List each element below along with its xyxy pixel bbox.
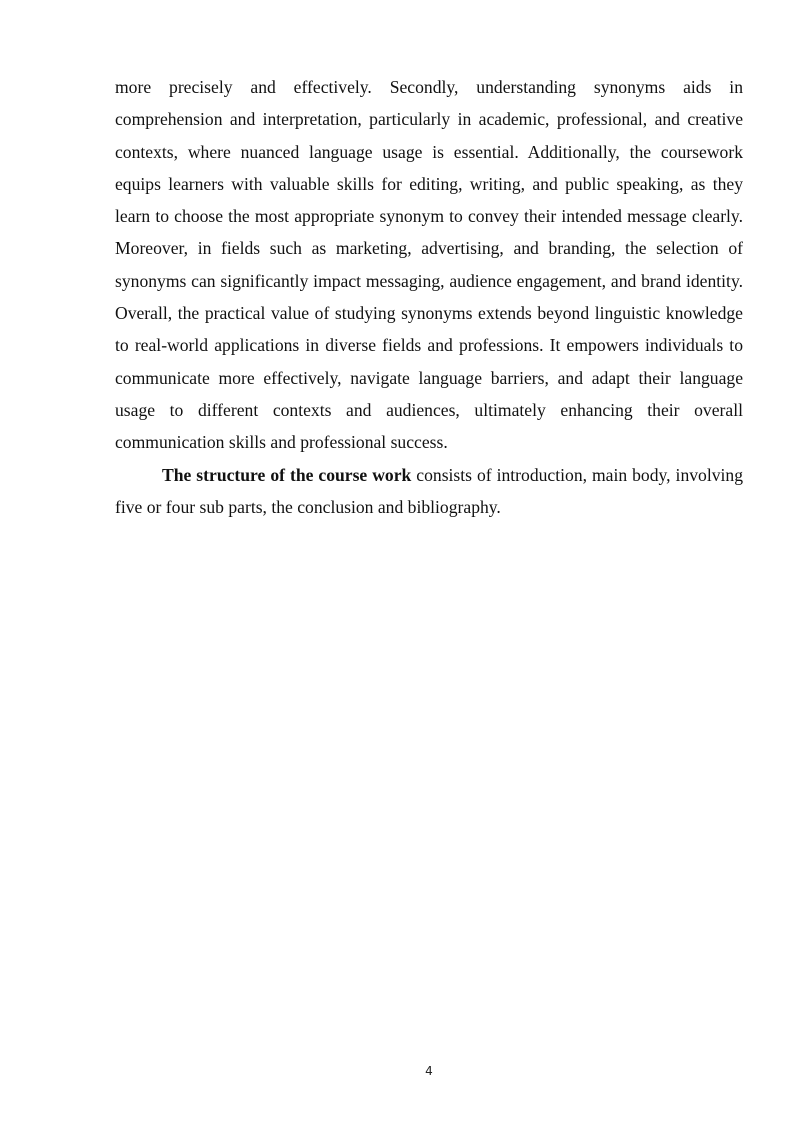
structure-heading-inline: The structure of the course work [162, 464, 412, 485]
page-number: 4 [425, 1064, 433, 1078]
paragraph-practical-value: more precisely and effectively. Secondly, understanding synonyms aids in comprehension and interpretation, particularly in academic, professional, and creative contexts, where nuanced language usage is essential. Additionally, the coursework equips learners with valuable skills for editing, writing, and public speaking, as they learn to choose the most appropriate synonym to convey their intended message clearly. Moreover, in fields such as marketing, advertising, and branding, the selection of synonyms can significantly impact messaging, audience engagement, and brand identity. Overall, the practical value of studying synonyms extends beyond linguistic knowledge to real-world applications in diverse fields and professions. It empowers individuals to communicate more effectively, navigate language barriers, and adapt their language usage to different contexts and audiences, ultimately enhancing their overall communication skills and professional success. [115, 77, 743, 453]
structure-description: consists of introduction, main body, involving five or four sub parts, the conclusion and bibliography. [115, 464, 743, 517]
body-text [115, 71, 743, 523]
paragraph-structure [115, 459, 743, 524]
